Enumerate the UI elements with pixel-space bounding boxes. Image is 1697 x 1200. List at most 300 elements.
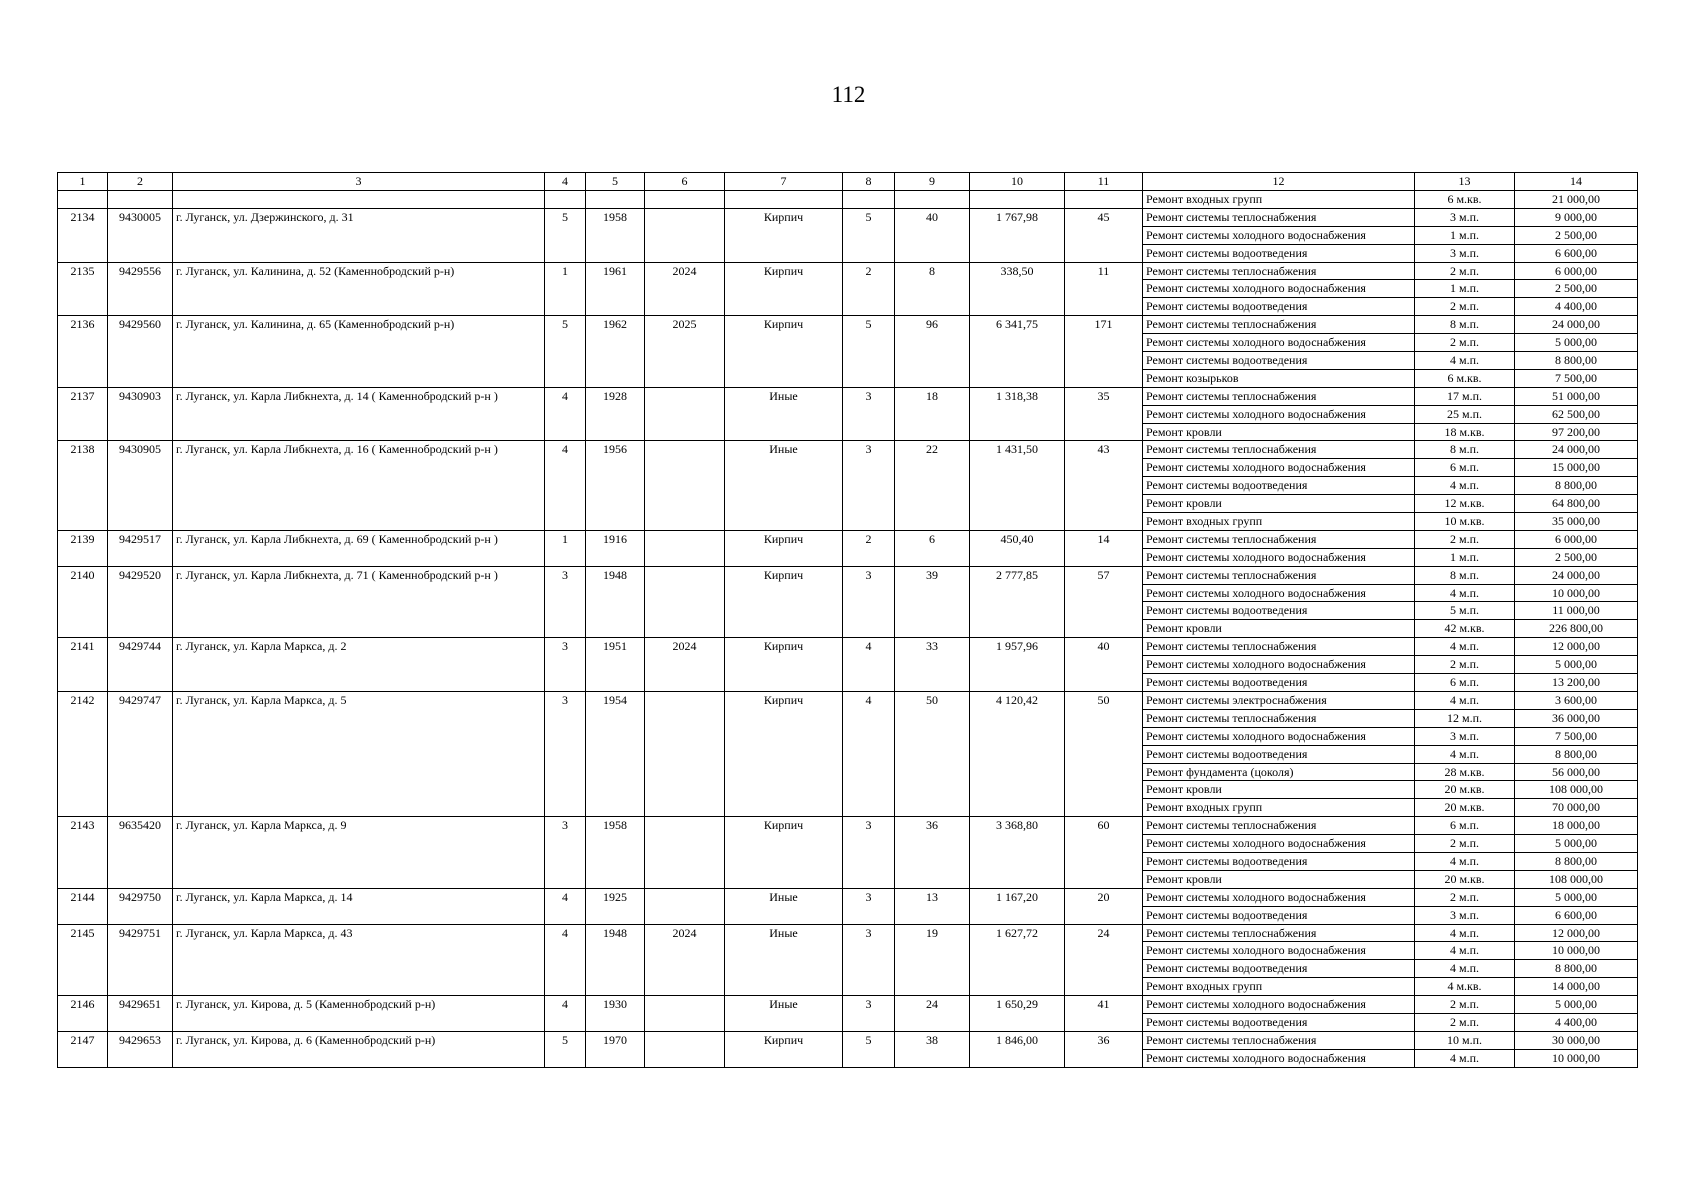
record-area: 2 777,85 (970, 566, 1065, 638)
work-volume: 6 м.п. (1415, 459, 1515, 477)
work-cost: 108 000,00 (1515, 870, 1638, 888)
work-cost: 2 500,00 (1515, 548, 1638, 566)
header-cell-6: 6 (645, 173, 725, 191)
work-volume: 8 м.п. (1415, 566, 1515, 584)
work-type: Ремонт системы холодного водоснабжения (1143, 405, 1415, 423)
record-row (58, 208, 1638, 226)
record-material: Кирпич (725, 316, 843, 388)
record-year: 1948 (586, 924, 645, 996)
record-floors: 3 (843, 566, 895, 638)
record-col-6: 2024 (645, 924, 725, 996)
work-cost: 12 000,00 (1515, 924, 1638, 942)
work-cost: 6 000,00 (1515, 530, 1638, 548)
record-address: г. Луганск, ул. Дзержинского, д. 31 (173, 208, 545, 262)
record-col-6: 2024 (645, 638, 725, 692)
record-row (58, 691, 1638, 709)
record-row (58, 530, 1638, 548)
record-address: г. Луганск, ул. Карла Маркса, д. 43 (173, 924, 545, 996)
record-col-11: 40 (1065, 638, 1143, 692)
record-row (58, 1031, 1638, 1049)
work-volume: 2 м.п. (1415, 996, 1515, 1014)
header-cell-11: 11 (1065, 173, 1143, 191)
record-col-6 (645, 566, 725, 638)
record-col-11: 36 (1065, 1031, 1143, 1067)
work-cost: 56 000,00 (1515, 763, 1638, 781)
work-type: Ремонт системы электроснабжения (1143, 691, 1415, 709)
record-row (58, 996, 1638, 1014)
work-type: Ремонт входных групп (1143, 191, 1415, 209)
work-volume: 10 м.п. (1415, 1031, 1515, 1049)
header-cell-13: 13 (1415, 173, 1515, 191)
record-col-6 (645, 1031, 725, 1067)
record-col-6: 2024 (645, 262, 725, 316)
work-type: Ремонт системы теплоснабжения (1143, 566, 1415, 584)
record-code: 9635420 (108, 817, 173, 889)
work-cost: 70 000,00 (1515, 799, 1638, 817)
work-volume: 4 м.п. (1415, 852, 1515, 870)
empty-cell (895, 191, 970, 209)
work-type: Ремонт системы холодного водоснабжения (1143, 548, 1415, 566)
work-volume: 20 м.кв. (1415, 870, 1515, 888)
work-volume: 20 м.кв. (1415, 781, 1515, 799)
work-cost: 8 800,00 (1515, 852, 1638, 870)
work-cost: 24 000,00 (1515, 566, 1638, 584)
work-type: Ремонт системы водоотведения (1143, 674, 1415, 692)
record-code: 9429750 (108, 888, 173, 924)
record-year: 1951 (586, 638, 645, 692)
record-year: 1961 (586, 262, 645, 316)
work-cost: 36 000,00 (1515, 709, 1638, 727)
work-volume: 4 м.п. (1415, 691, 1515, 709)
work-volume: 3 м.п. (1415, 727, 1515, 745)
record-col-6 (645, 208, 725, 262)
record-col-4: 1 (545, 262, 586, 316)
record-col-4: 3 (545, 638, 586, 692)
work-type: Ремонт системы холодного водоснабжения (1143, 334, 1415, 352)
record-floors: 5 (843, 208, 895, 262)
work-cost: 35 000,00 (1515, 513, 1638, 531)
record-number: 2137 (58, 387, 108, 441)
work-volume: 4 м.п. (1415, 638, 1515, 656)
record-code: 9429651 (108, 996, 173, 1032)
empty-cell (586, 191, 645, 209)
header-cell-3: 3 (173, 173, 545, 191)
record-code: 9429747 (108, 691, 173, 816)
repair-register-table (57, 172, 1638, 1068)
record-year: 1925 (586, 888, 645, 924)
record-row (58, 387, 1638, 405)
work-cost: 2 500,00 (1515, 280, 1638, 298)
work-type: Ремонт системы водоотведения (1143, 745, 1415, 763)
record-year: 1958 (586, 208, 645, 262)
work-type: Ремонт системы водоотведения (1143, 352, 1415, 370)
record-code: 9430903 (108, 387, 173, 441)
work-type: Ремонт системы холодного водоснабжения (1143, 996, 1415, 1014)
record-col-6 (645, 387, 725, 441)
work-type: Ремонт системы теплоснабжения (1143, 387, 1415, 405)
record-material: Иные (725, 387, 843, 441)
work-type: Ремонт кровли (1143, 495, 1415, 513)
record-col-6 (645, 888, 725, 924)
empty-cell (108, 191, 173, 209)
work-volume: 12 м.кв. (1415, 495, 1515, 513)
work-cost: 97 200,00 (1515, 423, 1638, 441)
header-cell-1: 1 (58, 173, 108, 191)
record-area: 1 957,96 (970, 638, 1065, 692)
work-cost: 2 500,00 (1515, 226, 1638, 244)
continuation-row (58, 191, 1638, 209)
work-type: Ремонт козырьков (1143, 369, 1415, 387)
work-cost: 8 800,00 (1515, 960, 1638, 978)
record-row (58, 262, 1638, 280)
record-number: 2143 (58, 817, 108, 889)
record-col-11: 60 (1065, 817, 1143, 889)
record-col-4: 4 (545, 924, 586, 996)
work-type: Ремонт системы водоотведения (1143, 1013, 1415, 1031)
record-col-11: 171 (1065, 316, 1143, 388)
record-area: 1 318,38 (970, 387, 1065, 441)
record-number: 2144 (58, 888, 108, 924)
work-cost: 5 000,00 (1515, 656, 1638, 674)
record-col-4: 5 (545, 1031, 586, 1067)
record-year: 1962 (586, 316, 645, 388)
work-cost: 10 000,00 (1515, 942, 1638, 960)
record-floors: 3 (843, 817, 895, 889)
work-volume: 6 м.кв. (1415, 369, 1515, 387)
work-type: Ремонт системы холодного водоснабжения (1143, 584, 1415, 602)
work-cost: 8 800,00 (1515, 352, 1638, 370)
work-cost: 8 800,00 (1515, 477, 1638, 495)
record-material: Кирпич (725, 1031, 843, 1067)
record-col-4: 1 (545, 530, 586, 566)
record-address: г. Луганск, ул. Кирова, д. 6 (Каменнобродский р-н) (173, 1031, 545, 1067)
record-col-4: 4 (545, 888, 586, 924)
record-material: Кирпич (725, 566, 843, 638)
work-cost: 5 000,00 (1515, 888, 1638, 906)
record-number: 2147 (58, 1031, 108, 1067)
record-year: 1954 (586, 691, 645, 816)
work-cost: 51 000,00 (1515, 387, 1638, 405)
work-volume: 2 м.п. (1415, 835, 1515, 853)
work-type: Ремонт входных групп (1143, 978, 1415, 996)
record-area: 1 767,98 (970, 208, 1065, 262)
record-floors: 5 (843, 1031, 895, 1067)
record-material: Кирпич (725, 638, 843, 692)
record-address: г. Луганск, ул. Калинина, д. 65 (Каменнобродский р-н) (173, 316, 545, 388)
work-type: Ремонт системы холодного водоснабжения (1143, 656, 1415, 674)
record-col-9: 96 (895, 316, 970, 388)
work-type: Ремонт системы холодного водоснабжения (1143, 942, 1415, 960)
work-volume: 28 м.кв. (1415, 763, 1515, 781)
work-type: Ремонт кровли (1143, 781, 1415, 799)
empty-cell (843, 191, 895, 209)
header-cell-2: 2 (108, 173, 173, 191)
work-type: Ремонт кровли (1143, 423, 1415, 441)
record-col-6 (645, 441, 725, 530)
work-volume: 8 м.п. (1415, 316, 1515, 334)
work-volume: 18 м.кв. (1415, 423, 1515, 441)
record-code: 9430005 (108, 208, 173, 262)
record-col-9: 24 (895, 996, 970, 1032)
record-col-6 (645, 817, 725, 889)
record-col-4: 4 (545, 441, 586, 530)
work-volume: 3 м.п. (1415, 906, 1515, 924)
work-cost: 5 000,00 (1515, 996, 1638, 1014)
record-year: 1916 (586, 530, 645, 566)
record-year: 1928 (586, 387, 645, 441)
record-col-6 (645, 996, 725, 1032)
record-col-9: 33 (895, 638, 970, 692)
record-col-11: 45 (1065, 208, 1143, 262)
work-cost: 18 000,00 (1515, 817, 1638, 835)
record-number: 2138 (58, 441, 108, 530)
work-volume: 4 м.кв. (1415, 978, 1515, 996)
record-area: 6 341,75 (970, 316, 1065, 388)
record-floors: 3 (843, 441, 895, 530)
record-number: 2135 (58, 262, 108, 316)
record-row (58, 888, 1638, 906)
table-header (58, 173, 1638, 191)
record-col-9: 40 (895, 208, 970, 262)
record-col-4: 4 (545, 996, 586, 1032)
work-cost: 8 800,00 (1515, 745, 1638, 763)
record-material: Кирпич (725, 530, 843, 566)
work-volume: 2 м.п. (1415, 334, 1515, 352)
record-number: 2139 (58, 530, 108, 566)
work-cost: 7 500,00 (1515, 369, 1638, 387)
record-col-9: 22 (895, 441, 970, 530)
work-volume: 5 м.п. (1415, 602, 1515, 620)
record-code: 9429556 (108, 262, 173, 316)
header-cell-7: 7 (725, 173, 843, 191)
work-type: Ремонт входных групп (1143, 513, 1415, 531)
work-cost: 12 000,00 (1515, 638, 1638, 656)
record-address: г. Луганск, ул. Карла Маркса, д. 9 (173, 817, 545, 889)
record-col-11: 41 (1065, 996, 1143, 1032)
record-number: 2134 (58, 208, 108, 262)
work-type: Ремонт системы теплоснабжения (1143, 638, 1415, 656)
record-material: Кирпич (725, 208, 843, 262)
record-year: 1930 (586, 996, 645, 1032)
header-cell-12: 12 (1143, 173, 1415, 191)
record-col-11: 35 (1065, 387, 1143, 441)
record-address: г. Луганск, ул. Карла Маркса, д. 2 (173, 638, 545, 692)
record-address: г. Луганск, ул. Карла Либкнехта, д. 16 ( Каменнобродский р-н ) (173, 441, 545, 530)
work-type: Ремонт системы теплоснабжения (1143, 262, 1415, 280)
record-area: 450,40 (970, 530, 1065, 566)
work-cost: 10 000,00 (1515, 1049, 1638, 1067)
record-floors: 4 (843, 691, 895, 816)
empty-cell (725, 191, 843, 209)
work-type: Ремонт системы теплоснабжения (1143, 817, 1415, 835)
record-row (58, 316, 1638, 334)
record-area: 1 846,00 (970, 1031, 1065, 1067)
record-address: г. Луганск, ул. Кирова, д. 5 (Каменнобродский р-н) (173, 996, 545, 1032)
record-col-11: 20 (1065, 888, 1143, 924)
work-type: Ремонт системы теплоснабжения (1143, 530, 1415, 548)
header-cell-10: 10 (970, 173, 1065, 191)
record-col-11: 50 (1065, 691, 1143, 816)
record-col-9: 39 (895, 566, 970, 638)
work-type: Ремонт системы теплоснабжения (1143, 316, 1415, 334)
record-year: 1948 (586, 566, 645, 638)
work-volume: 1 м.п. (1415, 548, 1515, 566)
work-cost: 30 000,00 (1515, 1031, 1638, 1049)
record-col-4: 3 (545, 817, 586, 889)
record-address: г. Луганск, ул. Карла Либкнехта, д. 14 ( Каменнобродский р-н ) (173, 387, 545, 441)
work-cost: 4 400,00 (1515, 298, 1638, 316)
work-volume: 20 м.кв. (1415, 799, 1515, 817)
work-cost: 3 600,00 (1515, 691, 1638, 709)
work-type: Ремонт системы теплоснабжения (1143, 1031, 1415, 1049)
record-address: г. Луганск, ул. Карла Либкнехта, д. 71 ( Каменнобродский р-н ) (173, 566, 545, 638)
work-type: Ремонт системы холодного водоснабжения (1143, 459, 1415, 477)
record-floors: 2 (843, 530, 895, 566)
header-cell-9: 9 (895, 173, 970, 191)
work-cost: 14 000,00 (1515, 978, 1638, 996)
header-cell-14: 14 (1515, 173, 1638, 191)
record-col-9: 18 (895, 387, 970, 441)
record-number: 2142 (58, 691, 108, 816)
work-cost: 5 000,00 (1515, 835, 1638, 853)
work-volume: 17 м.п. (1415, 387, 1515, 405)
work-type: Ремонт системы водоотведения (1143, 852, 1415, 870)
record-area: 1 431,50 (970, 441, 1065, 530)
work-volume: 1 м.п. (1415, 226, 1515, 244)
record-row (58, 441, 1638, 459)
record-row (58, 566, 1638, 584)
work-cost: 9 000,00 (1515, 208, 1638, 226)
record-col-9: 38 (895, 1031, 970, 1067)
work-volume: 4 м.п. (1415, 960, 1515, 978)
work-cost: 24 000,00 (1515, 316, 1638, 334)
record-material: Иные (725, 888, 843, 924)
record-number: 2146 (58, 996, 108, 1032)
work-volume: 12 м.п. (1415, 709, 1515, 727)
record-code: 9429744 (108, 638, 173, 692)
record-address: г. Луганск, ул. Калинина, д. 52 (Каменнобродский р-н) (173, 262, 545, 316)
work-cost: 21 000,00 (1515, 191, 1638, 209)
work-volume: 8 м.п. (1415, 441, 1515, 459)
work-type: Ремонт кровли (1143, 620, 1415, 638)
record-area: 338,50 (970, 262, 1065, 316)
record-number: 2141 (58, 638, 108, 692)
record-material: Иные (725, 441, 843, 530)
work-type: Ремонт системы теплоснабжения (1143, 709, 1415, 727)
work-type: Ремонт системы теплоснабжения (1143, 441, 1415, 459)
work-volume: 10 м.кв. (1415, 513, 1515, 531)
work-volume: 2 м.п. (1415, 888, 1515, 906)
work-cost: 11 000,00 (1515, 602, 1638, 620)
work-type: Ремонт системы холодного водоснабжения (1143, 727, 1415, 745)
work-cost: 6 000,00 (1515, 262, 1638, 280)
record-code: 9429653 (108, 1031, 173, 1067)
work-cost: 108 000,00 (1515, 781, 1638, 799)
empty-cell (1065, 191, 1143, 209)
record-area: 3 368,80 (970, 817, 1065, 889)
record-address: г. Луганск, ул. Карла Либкнехта, д. 69 ( Каменнобродский р-н ) (173, 530, 545, 566)
empty-cell (173, 191, 545, 209)
work-volume: 25 м.п. (1415, 405, 1515, 423)
header-cell-8: 8 (843, 173, 895, 191)
work-type: Ремонт системы холодного водоснабжения (1143, 226, 1415, 244)
record-material: Кирпич (725, 262, 843, 316)
record-col-4: 3 (545, 691, 586, 816)
record-floors: 3 (843, 888, 895, 924)
work-type: Ремонт системы холодного водоснабжения (1143, 280, 1415, 298)
record-code: 9429751 (108, 924, 173, 996)
work-volume: 3 м.п. (1415, 208, 1515, 226)
work-type: Ремонт системы теплоснабжения (1143, 208, 1415, 226)
work-volume: 4 м.п. (1415, 477, 1515, 495)
record-col-11: 11 (1065, 262, 1143, 316)
work-volume: 6 м.п. (1415, 817, 1515, 835)
record-col-9: 50 (895, 691, 970, 816)
record-area: 1 167,20 (970, 888, 1065, 924)
record-number: 2145 (58, 924, 108, 996)
work-type: Ремонт системы холодного водоснабжения (1143, 1049, 1415, 1067)
record-col-6 (645, 530, 725, 566)
record-floors: 3 (843, 924, 895, 996)
header-cell-5: 5 (586, 173, 645, 191)
record-col-4: 4 (545, 387, 586, 441)
record-col-4: 5 (545, 208, 586, 262)
record-year: 1970 (586, 1031, 645, 1067)
work-volume: 3 м.п. (1415, 244, 1515, 262)
record-row (58, 817, 1638, 835)
empty-cell (645, 191, 725, 209)
record-col-6 (645, 691, 725, 816)
work-volume: 2 м.п. (1415, 298, 1515, 316)
record-floors: 3 (843, 387, 895, 441)
record-material: Кирпич (725, 691, 843, 816)
work-volume: 4 м.п. (1415, 352, 1515, 370)
page-number: 112 (831, 82, 866, 107)
work-type: Ремонт системы водоотведения (1143, 298, 1415, 316)
record-row (58, 638, 1638, 656)
work-type: Ремонт системы водоотведения (1143, 602, 1415, 620)
record-area: 4 120,42 (970, 691, 1065, 816)
record-col-11: 14 (1065, 530, 1143, 566)
table-body (58, 191, 1638, 1068)
record-col-6: 2025 (645, 316, 725, 388)
work-type: Ремонт системы холодного водоснабжения (1143, 888, 1415, 906)
work-type: Ремонт системы водоотведения (1143, 906, 1415, 924)
record-col-9: 6 (895, 530, 970, 566)
work-cost: 4 400,00 (1515, 1013, 1638, 1031)
work-cost: 6 600,00 (1515, 244, 1638, 262)
work-volume: 6 м.п. (1415, 674, 1515, 692)
work-cost: 62 500,00 (1515, 405, 1638, 423)
header-row (58, 173, 1638, 191)
record-year: 1956 (586, 441, 645, 530)
record-year: 1958 (586, 817, 645, 889)
record-floors: 4 (843, 638, 895, 692)
work-volume: 6 м.кв. (1415, 191, 1515, 209)
record-floors: 2 (843, 262, 895, 316)
record-col-9: 13 (895, 888, 970, 924)
work-cost: 24 000,00 (1515, 441, 1638, 459)
record-col-9: 19 (895, 924, 970, 996)
work-type: Ремонт системы водоотведения (1143, 477, 1415, 495)
work-type: Ремонт системы водоотведения (1143, 244, 1415, 262)
record-col-4: 3 (545, 566, 586, 638)
empty-cell (58, 191, 108, 209)
work-cost: 64 800,00 (1515, 495, 1638, 513)
work-volume: 2 м.п. (1415, 262, 1515, 280)
record-material: Кирпич (725, 817, 843, 889)
record-col-9: 36 (895, 817, 970, 889)
